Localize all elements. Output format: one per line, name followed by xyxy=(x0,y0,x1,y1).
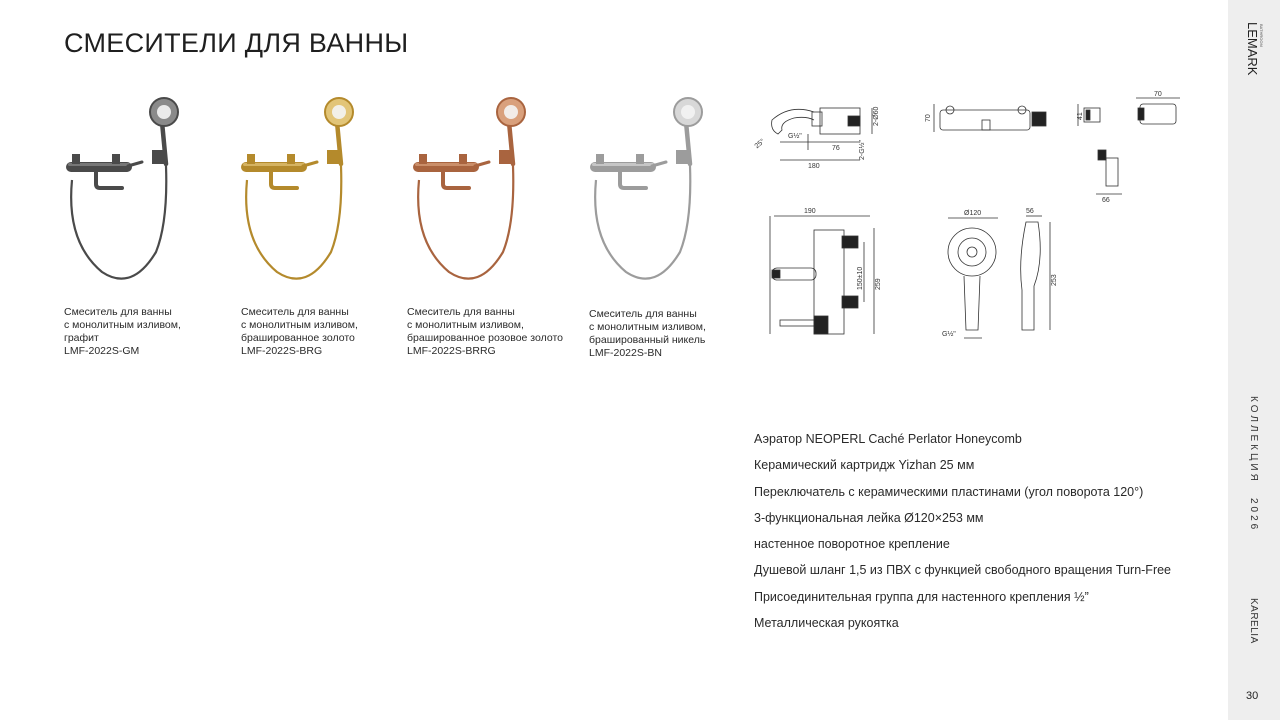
page-number: 30 xyxy=(1246,690,1259,702)
caption-line: с монолитным изливом, xyxy=(589,321,706,333)
wall-holder xyxy=(152,150,164,164)
dim-front-259: 259 xyxy=(875,278,882,290)
wall-holder xyxy=(499,150,511,164)
features-list xyxy=(754,430,1171,640)
feature-item: Аэратор NEOPERL Caché Perlator Honeycomb xyxy=(754,432,1022,446)
collection-year: 2026 xyxy=(1248,498,1259,533)
wall-connector xyxy=(247,154,255,164)
lever xyxy=(475,162,489,166)
wall-connector xyxy=(72,154,80,164)
lever xyxy=(652,162,666,166)
caption-line: Смеситель для ванны xyxy=(407,306,515,318)
drawing-side-view xyxy=(753,106,880,170)
wall-connector xyxy=(459,154,467,164)
caption-line: брашированный никель xyxy=(589,334,706,346)
caption-line: Смеситель для ванны xyxy=(589,308,697,320)
dim-front-190: 190 xyxy=(804,208,816,215)
page-title: СМЕСИТЕЛИ ДЛЯ ВАННЫ xyxy=(64,28,409,58)
dim-holder-70: 70 xyxy=(1154,91,1162,98)
svg-text:LEMARK: LEMARK xyxy=(1245,22,1260,76)
dim-head-thread: G½" xyxy=(942,331,956,338)
dim-head-56: 56 xyxy=(1026,208,1034,215)
product-image-graphite xyxy=(62,92,232,292)
product-caption-graphite xyxy=(64,306,181,358)
caption-line: с монолитным изливом, xyxy=(407,319,524,331)
caption-line: графит xyxy=(64,332,99,344)
product-caption-rose-gold xyxy=(407,306,563,358)
wall-connector xyxy=(636,154,644,164)
wall-connector xyxy=(287,154,295,164)
shower-head-center xyxy=(332,105,346,119)
shower-hose xyxy=(418,166,513,279)
shower-head-center xyxy=(504,105,518,119)
dim-side-180: 180 xyxy=(808,163,820,170)
dim-head-253: 253 xyxy=(1051,274,1058,286)
dim-side-diameter: 2-Ø60 xyxy=(873,106,880,126)
shower-hose xyxy=(71,166,166,279)
feature-item: Керамический картридж Yizhan 25 мм xyxy=(754,458,975,473)
caption-line: Смеситель для ванны xyxy=(241,306,349,318)
feature-item: Присоединительная группа для настенного крепления ½” xyxy=(754,589,1089,604)
drawing-shower-head-side xyxy=(1021,208,1058,330)
collection-name: KARELIA xyxy=(1248,598,1259,644)
spout xyxy=(620,172,646,188)
caption-line: брашированное розовое золото xyxy=(407,332,563,344)
spout xyxy=(96,172,122,188)
feature-item: 3-функциональная лейка Ø120×253 мм xyxy=(754,510,984,525)
lever xyxy=(128,162,142,166)
dim-head-diameter: Ø120 xyxy=(964,210,982,217)
wall-holder xyxy=(676,150,688,164)
shower-head-center xyxy=(157,105,171,119)
feature-item: Переключатель с керамическими пластинами (угол поворота 120°) xyxy=(754,484,1144,499)
brand-logo xyxy=(1242,22,1266,88)
spout xyxy=(443,172,469,188)
dim-side-76: 76 xyxy=(832,145,840,152)
drawing-shower-head xyxy=(942,210,998,338)
shower-head-center xyxy=(681,105,695,119)
caption-line: с монолитным изливом, xyxy=(64,319,181,331)
dim-holder-66: 66 xyxy=(1102,197,1110,204)
product-sku: LMF-2022S-GM xyxy=(64,345,140,357)
product-caption-gold xyxy=(241,306,358,358)
feature-item: Металлическая рукоятка xyxy=(754,616,899,631)
collection-label: КОЛЛЕКЦИЯ xyxy=(1248,396,1259,484)
product-image-gold xyxy=(237,92,407,292)
wall-connector xyxy=(596,154,604,164)
lever xyxy=(303,162,317,166)
dim-side-thread: G½" xyxy=(788,133,802,140)
product-sku: LMF-2022S-BN xyxy=(589,347,662,359)
caption-line: брашированное золото xyxy=(241,332,355,344)
wall-holder xyxy=(327,150,339,164)
shower-hose xyxy=(246,166,341,279)
product-sku: LMF-2022S-BRRG xyxy=(407,345,496,357)
product-caption-nickel xyxy=(589,308,706,360)
wall-connector xyxy=(419,154,427,164)
technical-drawings xyxy=(750,90,1200,350)
product-image-nickel xyxy=(586,92,756,292)
caption-line: с монолитным изливом, xyxy=(241,319,358,331)
spout xyxy=(271,172,297,188)
shower-hose xyxy=(595,166,690,279)
feature-item: настенное поворотное крепление xyxy=(754,537,950,552)
dim-front-150: 150±10 xyxy=(857,266,864,290)
wall-connector xyxy=(112,154,120,164)
product-image-rose-gold xyxy=(409,92,579,292)
feature-item: Душевой шланг 1,5 из ПВХ с функцией свободного вращения Turn-Free xyxy=(754,563,1172,578)
dim-side-angle: 25° xyxy=(753,137,767,151)
caption-line: Смеситель для ванны xyxy=(64,306,172,318)
dim-holder-41: 41 xyxy=(1077,112,1084,120)
sidebar xyxy=(1228,0,1280,720)
drawing-top-view xyxy=(925,104,1046,132)
product-sku: LMF-2022S-BRG xyxy=(241,345,323,357)
drawing-front-view xyxy=(770,208,882,334)
svg-text:BATHROOM: BATHROOM xyxy=(1259,24,1264,47)
dim-side-inlet: 2-G½" xyxy=(859,140,866,160)
dim-top-70: 70 xyxy=(925,114,932,122)
drawing-holder xyxy=(1077,91,1180,204)
